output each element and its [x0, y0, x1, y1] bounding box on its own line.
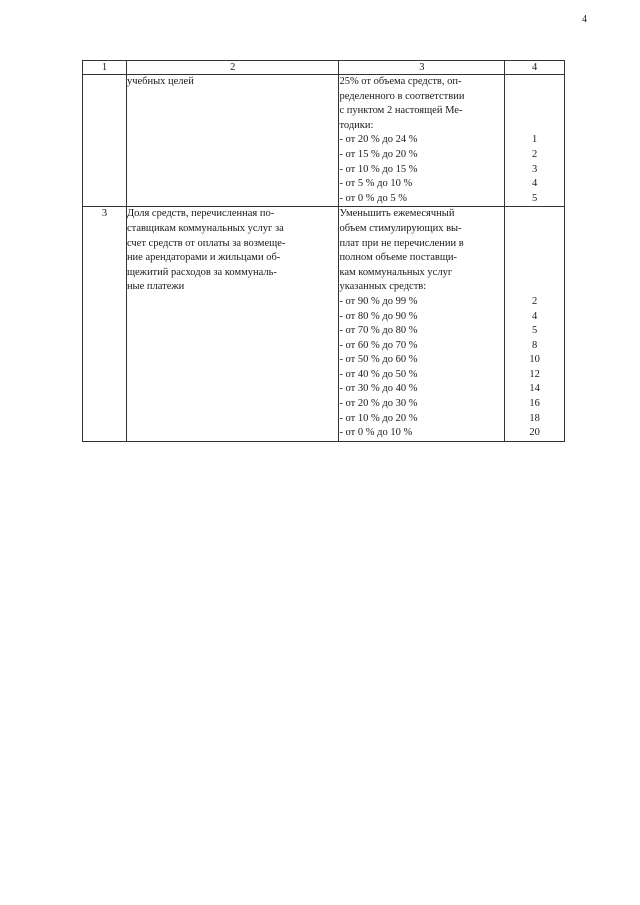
points-spacer: [505, 251, 564, 266]
condition-line: - от 20 % до 24 %: [339, 134, 418, 146]
points-spacer: [505, 222, 564, 237]
condition-line: тодики:: [339, 119, 374, 131]
points-spacer: [505, 237, 564, 252]
condition-line: - от 70 % до 80 %: [339, 325, 418, 337]
indicator-line: учебных целей: [126, 76, 194, 87]
condition-line: Уменьшить ежемесячный: [339, 208, 455, 220]
points-spacer: [505, 119, 564, 134]
points-spacer: [505, 104, 564, 119]
condition-cell: [339, 75, 505, 207]
column-header-3: 3: [339, 61, 505, 75]
page-number: 4: [582, 14, 587, 25]
points-value: 14: [529, 383, 540, 395]
points-value: 18: [529, 412, 540, 424]
condition-line: - от 40 % до 50 %: [339, 368, 418, 380]
condition-line: объем стимулирующих вы-: [339, 222, 462, 234]
table-row: [83, 75, 565, 207]
condition-line: - от 15 % до 20 %: [339, 148, 418, 160]
points-value: 12: [529, 368, 540, 380]
condition-line: - от 10 % до 20 %: [339, 412, 418, 424]
condition-line: с пунктом 2 настоящей Ме-: [339, 105, 463, 117]
condition-line: указанных средств:: [339, 281, 427, 293]
points-value: 3: [532, 163, 538, 175]
condition-line: - от 50 % до 60 %: [339, 354, 418, 366]
criteria-table: [82, 60, 565, 442]
condition-line: ределенного в соответствии: [339, 90, 465, 102]
condition-line: 25% от объема средств, оп-: [339, 76, 462, 87]
points-value: 8: [532, 339, 538, 351]
points-value: 16: [529, 398, 540, 410]
column-header-1: 1: [83, 61, 127, 75]
condition-line: - от 5 % до 10 %: [339, 178, 413, 190]
condition-line: плат при не перечислении в: [339, 237, 464, 249]
condition-line: - от 0 % до 10 %: [339, 427, 413, 439]
condition-line: полном объеме поставщи-: [339, 252, 458, 264]
points-spacer: [505, 280, 564, 295]
table-body: [83, 75, 565, 442]
condition-line: - от 30 % до 40 %: [339, 383, 418, 395]
indicator-cell: [126, 75, 339, 207]
condition-cell: [339, 207, 505, 442]
condition-line: - от 0 % до 5 %: [339, 192, 407, 204]
condition-line: - от 60 % до 70 %: [339, 339, 418, 351]
indicator-line: ние арендаторами и жильцами об-: [126, 252, 281, 264]
points-value: 1: [532, 134, 538, 146]
points-value: 20: [529, 427, 540, 439]
condition-line: - от 10 % до 15 %: [339, 163, 418, 175]
indicator-line: счет средств от оплаты за возмеще-: [126, 237, 286, 249]
points-spacer: [505, 266, 564, 281]
points-cell: [505, 75, 565, 207]
indicator-line: ные платежи: [126, 281, 185, 293]
row-number: 3: [83, 207, 127, 442]
points-spacer: [505, 75, 564, 90]
points-value: 2: [532, 148, 538, 160]
table-row: [83, 207, 565, 442]
table-header-row: [83, 61, 565, 75]
column-header-4: 4: [505, 61, 565, 75]
row-number: [83, 75, 127, 207]
indicator-line: Доля средств, перечисленная по-: [126, 208, 275, 220]
points-value: 4: [532, 178, 538, 190]
indicator-cell: [126, 207, 339, 442]
points-value: 2: [532, 295, 538, 307]
condition-line: - от 80 % до 90 %: [339, 310, 418, 322]
points-spacer: [505, 207, 564, 222]
condition-line: - от 20 % до 30 %: [339, 398, 418, 410]
points-value: 5: [532, 192, 538, 204]
condition-line: - от 90 % до 99 %: [339, 295, 418, 307]
indicator-line: щежитий расходов за коммуналь-: [126, 266, 277, 278]
column-header-2: 2: [126, 61, 339, 75]
points-value: 10: [529, 354, 540, 366]
indicator-line: ставщикам коммунальных услуг за: [126, 222, 284, 234]
points-value: 4: [532, 310, 538, 322]
condition-line: кам коммунальных услуг: [339, 266, 453, 278]
points-cell: [505, 207, 565, 442]
points-spacer: [505, 90, 564, 105]
points-value: 5: [532, 325, 538, 337]
